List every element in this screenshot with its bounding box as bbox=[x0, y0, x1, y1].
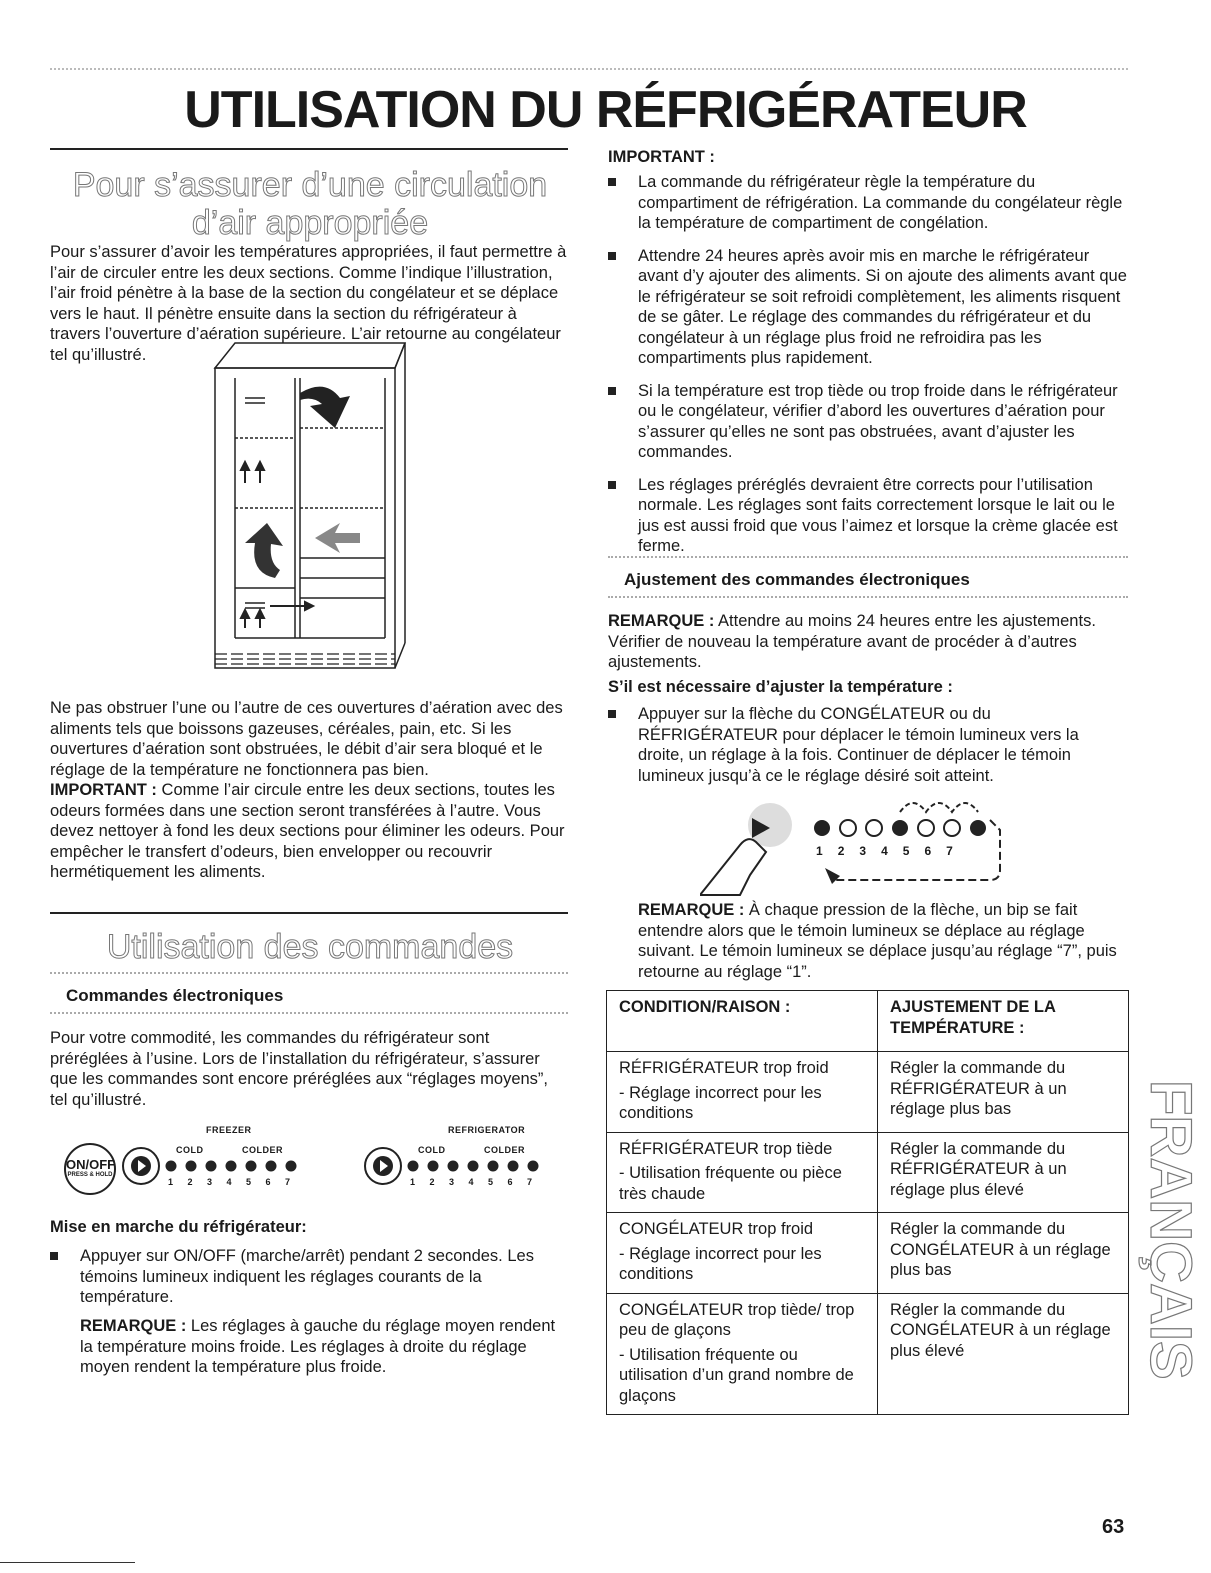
remark-text: À chaque pression de la flèche, un bip se fait entendre alors que le témoin lumineux se déplace au réglage suivant. Le témoin lumineux se déplace jusqu’au réglage “7”, puis retourne au réglage “1”. bbox=[638, 901, 1117, 981]
refrigerator-colder-label: COLDER bbox=[484, 1145, 525, 1155]
play-arrow-icon bbox=[124, 1149, 158, 1183]
remark-2 bbox=[638, 900, 1128, 982]
refrigerator-cold-label: COLD bbox=[418, 1145, 446, 1155]
control-panel-illustration bbox=[64, 1125, 564, 1200]
play-arrow-icon bbox=[366, 1149, 400, 1183]
freezer-numbers: 1 2 3 4 5 6 7 bbox=[168, 1177, 297, 1187]
freezer-cold-label: COLD bbox=[176, 1145, 204, 1155]
indicator-illustration bbox=[700, 790, 1060, 900]
indicator-numbers: 1234567 bbox=[816, 844, 968, 858]
table-row bbox=[607, 1293, 1129, 1415]
dotted-rule bbox=[50, 972, 568, 974]
dotted-rule bbox=[50, 1012, 568, 1014]
table-cell-condition: CONGÉLATEUR trop tiède/ trop peu de glaçons - Utilisation fréquente ou utilisation d’un grand nombre de glaçons bbox=[607, 1293, 878, 1415]
dotted-rule bbox=[608, 596, 1128, 598]
page-number: 63 bbox=[1102, 1516, 1125, 1538]
air-circulation-paragraph: Pour s’assurer d’avoir les températures appropriées, il faut permettre à l’air de circuler entre les deux sections. Comme l’indique l’illustration, l’air froid pénètre à la base de la section du congélateur et se déplace vers le haut. Il pénètre ensuite dans la section du réfrigérateur à travers l’ouverture d’aération supérieure. L’air retourne au congélateur tel qu’illustré. bbox=[50, 243, 567, 364]
air-flow-illustration bbox=[205, 338, 410, 680]
startup-bullets bbox=[50, 1246, 568, 1320]
table-cell-condition: RÉFRIGÉRATEUR trop froid - Réglage incorrect pour les conditions bbox=[607, 1052, 878, 1133]
important-label: IMPORTANT : bbox=[50, 781, 157, 799]
important-bullet: Si la température est trop tiède ou trop froide dans le réfrigérateur ou le congélateur, vérifier d’abord les ouvertures d’aération pour s’assurer qu’elles ne sont pas obstruées, avant d’ajuster les commandes. bbox=[608, 381, 1128, 463]
table-cell-adjust: Régler la commande du RÉFRIGÉRATEUR à un réglage plus bas bbox=[878, 1052, 1129, 1133]
top-dotted-rule bbox=[50, 68, 1128, 70]
freezer-indicator-dots bbox=[164, 1159, 304, 1173]
electronic-controls-paragraph: Pour votre commodité, les commandes du réfrigérateur sont préréglées à l’usine. Lors de l’installation du réfrigérateur, s’assurer que les commandes sont encore préréglées aux “réglages moyens”, tel qu’illustré. bbox=[50, 1029, 549, 1109]
vent-warning-paragraph: Ne pas obstruer l’une ou l’autre de ces ouvertures d’aération avec des aliments tels que boissons gazeuses, céréales, pain, etc. Si les ouvertures d’aération sont obstruées, le débit d’air sera bloqué et le réglage de la température ne fonctionnera pas bien. bbox=[50, 699, 563, 779]
note-text: Les réglages à gauche du réglage moyen rendent la température moins froide. Les réglages à droite du réglage moyen rendent la température plus froide. bbox=[80, 1317, 556, 1376]
remark-label: REMARQUE : bbox=[608, 612, 715, 630]
adjust-bullets bbox=[608, 704, 1128, 798]
table-header-row bbox=[607, 991, 1129, 1052]
table-cell-adjust: Régler la commande du CONGÉLATEUR à un réglage plus bas bbox=[878, 1213, 1129, 1294]
onoff-sublabel: PRESS & HOLD bbox=[67, 1172, 113, 1178]
adjust-bullet: Appuyer sur la flèche du CONGÉLATEUR ou du RÉFRIGÉRATEUR pour déplacer le témoin lumineux vers la droite, un réglage à la fois. Continuer de déplacer le témoin lumineux jusqu’à ce le réglage désiré soit atteint. bbox=[608, 704, 1128, 786]
remark-text: Attendre au moins 24 heures entre les ajustements. Vérifier de nouveau la température avant de procéder à d’autres ajustements. bbox=[608, 612, 1096, 671]
subheading-electronic-controls: Commandes électroniques bbox=[66, 986, 284, 1005]
remark-1 bbox=[608, 611, 1128, 673]
freezer-label: FREEZER bbox=[206, 1125, 252, 1135]
important-bullet: La commande du réfrigérateur règle la température du compartiment de réfrigération. La commande du congélateur règle la température de compartiment de congélation. bbox=[608, 172, 1128, 234]
table-row bbox=[607, 1213, 1129, 1294]
refrigerator-indicator-dots bbox=[406, 1159, 546, 1173]
needs-adjust-heading: S’il est nécessaire d’ajuster la température : bbox=[608, 678, 953, 696]
table-row bbox=[607, 1052, 1129, 1133]
startup-heading: Mise en marche du réfrigérateur: bbox=[50, 1218, 307, 1236]
freezer-colder-label: COLDER bbox=[242, 1145, 283, 1155]
startup-note bbox=[80, 1316, 570, 1378]
table-row bbox=[607, 1132, 1129, 1213]
table-header: CONDITION/RAISON : bbox=[607, 991, 878, 1052]
dotted-rule bbox=[608, 556, 1128, 558]
section-heading-air-circulation: Pour s’assurer d’une circulation d’air appropriée bbox=[72, 166, 548, 242]
important-paragraph bbox=[50, 780, 570, 883]
remark-label: REMARQUE : bbox=[638, 901, 745, 919]
table-header: AJUSTEMENT DE LA TEMPÉRATURE : bbox=[878, 991, 1129, 1052]
note-label: REMARQUE : bbox=[80, 1317, 187, 1335]
condition-table bbox=[606, 990, 1129, 1415]
refrigerator-numbers: 1 2 3 4 5 6 7 bbox=[410, 1177, 539, 1187]
table-cell-adjust: Régler la commande du RÉFRIGÉRATEUR à un réglage plus élevé bbox=[878, 1132, 1129, 1213]
table-cell-condition: RÉFRIGÉRATEUR trop tiède - Utilisation fréquente ou pièce très chaude bbox=[607, 1132, 878, 1213]
important-bullet: Les réglages préréglés devraient être corrects pour l’utilisation normale. Les réglages sont faits correctement lorsque le lait ou le jus est aussi froid que vous l’aimez et lorsque la crème glacée est ferme. bbox=[608, 475, 1128, 557]
refrigerator-arrow-button[interactable] bbox=[364, 1147, 402, 1185]
onoff-label: ON/OFF bbox=[66, 1157, 116, 1172]
freezer-arrow-button[interactable] bbox=[122, 1147, 160, 1185]
important-heading: IMPORTANT : bbox=[608, 148, 715, 166]
section-heading-controls: Utilisation des commandes bbox=[106, 928, 514, 966]
language-side-tab: FRANÇAIS bbox=[1138, 1080, 1203, 1380]
section-rule-2 bbox=[50, 912, 568, 914]
important-text: Comme l’air circule entre les deux sections, toutes les odeurs formées dans une section seront transférées à l’autre. Vous devez nettoyer à fond les deux sections pour éliminer les odeurs. Pour empêcher le transfert d’odeurs, bien envelopper ou recouvrir hermétiquement les aliments. bbox=[50, 781, 565, 881]
bottom-rule bbox=[0, 1562, 135, 1563]
important-bullet: Attendre 24 heures après avoir mis en marche le réfrigérateur avant d’y ajouter des aliments. Si on ajoute des aliments avant que le réfrigérateur se soit refroidi complètement, les aliments risquent de se gâter. Le réglage des commandes du réfrigérateur et du congélateur à un réglage plus froid ne refroidira pas les compartiments plus rapidement. bbox=[608, 246, 1128, 369]
page-title: UTILISATION DU RÉFRIGÉRATEUR bbox=[184, 81, 1027, 139]
subheading-adjust-controls: Ajustement des commandes électroniques bbox=[624, 570, 970, 589]
onoff-button[interactable] bbox=[64, 1143, 116, 1195]
important-bullets bbox=[608, 172, 1128, 569]
table-cell-adjust: Régler la commande du CONGÉLATEUR à un réglage plus élevé bbox=[878, 1293, 1129, 1415]
table-cell-condition: CONGÉLATEUR trop froid - Réglage incorrect pour les conditions bbox=[607, 1213, 878, 1294]
refrigerator-label: REFRIGERATOR bbox=[448, 1125, 526, 1135]
section-rule bbox=[50, 148, 568, 150]
startup-bullet: Appuyer sur ON/OFF (marche/arrêt) pendant 2 secondes. Les témoins lumineux indiquent les réglages courants de la température. bbox=[50, 1246, 568, 1308]
